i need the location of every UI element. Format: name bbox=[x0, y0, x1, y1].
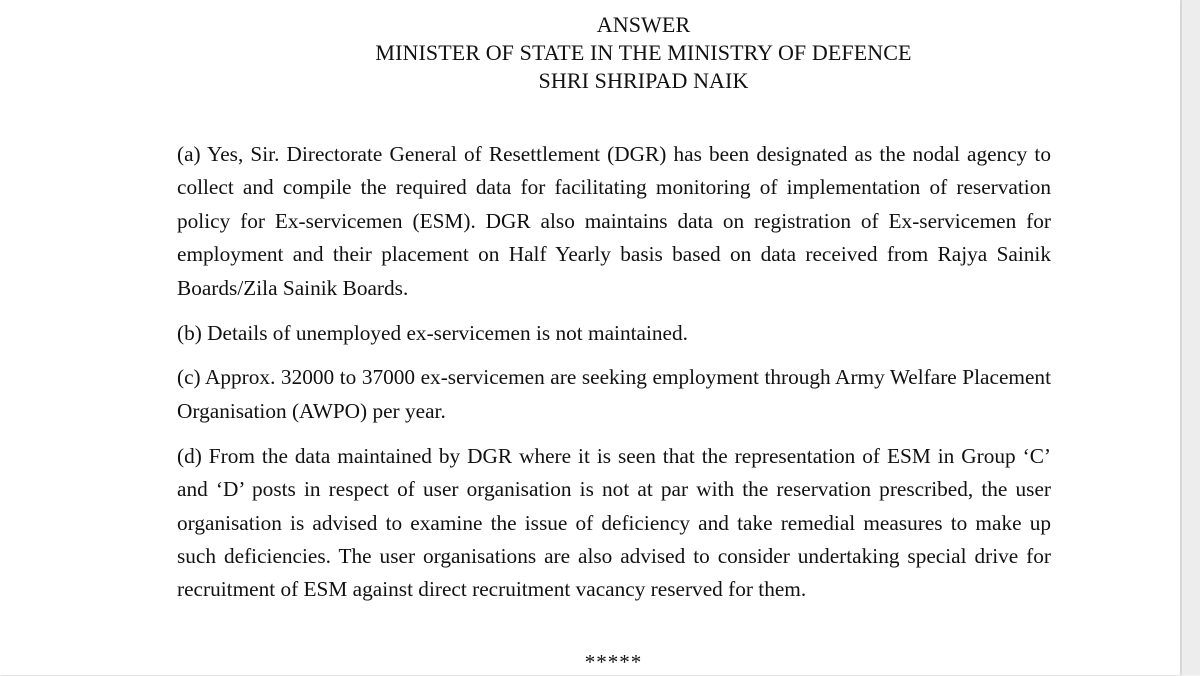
answer-part-c: (c) Approx. 32000 to 37000 ex-servicemen are seeking employment through Army Welfare Placement Organisation (AWPO) per year. bbox=[177, 365, 1051, 423]
answer-header bbox=[0, 11, 1200, 95]
end-of-answer-mark: ***** bbox=[584, 650, 643, 674]
answer-part-d: (d) From the data maintained by DGR where it is seen that the representation of ESM in Group ‘C’ and ‘D’ posts in respect of user organisation is not at par with the reservation prescribed, the user organisation is advised to examine the issue of deficiency and take remedial measures to make up such deficiencies. The user organisations are also advised to consider undertaking special drive for recruitment of ESM against direct recruitment vacancy reserved for them. bbox=[177, 443, 1051, 602]
vertical-scrollbar[interactable] bbox=[1181, 0, 1200, 675]
answer-heading: ANSWER bbox=[596, 12, 691, 37]
answer-part-a: (a) Yes, Sir. Directorate General of Resettlement (DGR) has been designated as the nodal agency to collect and compile the required data for facilitating monitoring of implementation of reservation policy for Ex-servicemen (ESM). DGR also maintains data on registration of Ex-servicemen for employment and their placement on Half Yearly basis based on data received from Rajya Sainik Boards/Zila Sainik Boards. bbox=[177, 142, 1051, 300]
minister-name: SHRI SHRIPAD NAIK bbox=[538, 68, 749, 93]
answer-part-b: (b) Details of unemployed ex-servicemen is not maintained. bbox=[177, 320, 688, 345]
answer-body bbox=[177, 138, 1051, 607]
minister-title: MINISTER OF STATE IN THE MINISTRY OF DEFENCE bbox=[375, 40, 912, 65]
